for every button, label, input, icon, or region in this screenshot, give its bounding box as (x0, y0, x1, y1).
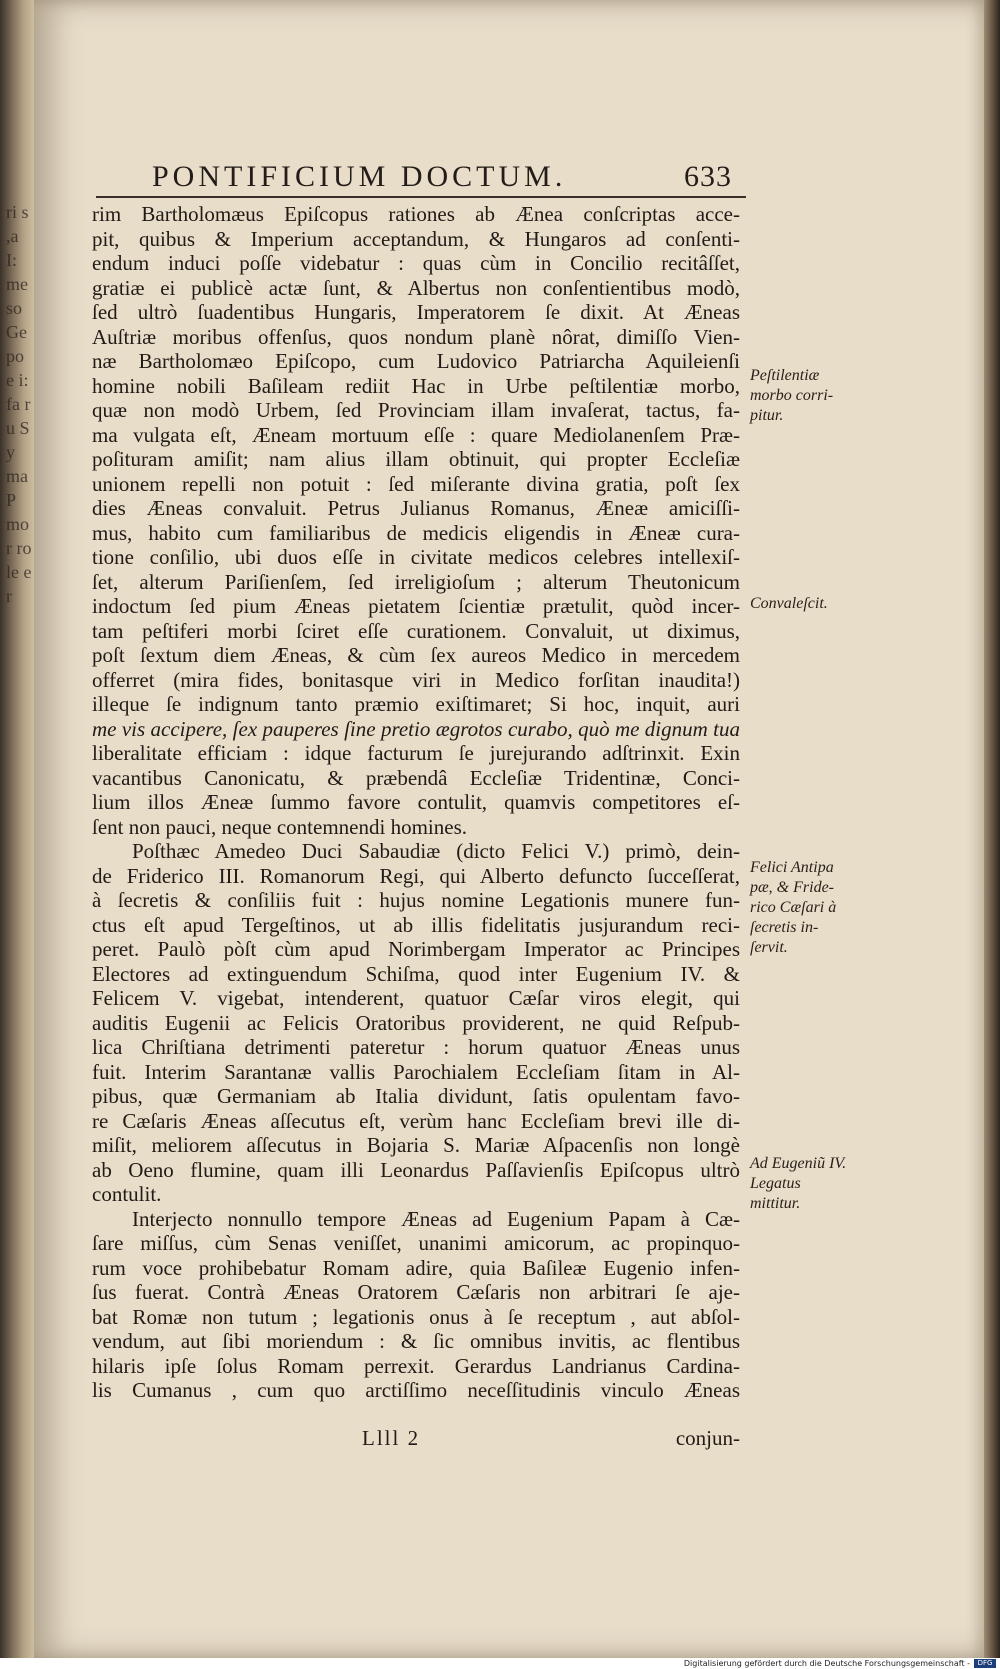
text-line: ma vulgata eſt, Æneam mortuum eſſe : quare Mediolanenſem Præ- (92, 422, 740, 447)
text-line: endum induci poſſe videbatur : quas cùm in Concilio recitâſſet, (92, 251, 740, 275)
paragraph-start: Poſthæc Amedeo Duci Sabaudiæ (dicto Felici V.) primò, dein- (132, 839, 740, 863)
facing-page-fragments: ri s ,a I: me so Ge po e i: fa ru Sy ma P mo r ro le e r (6, 202, 32, 606)
text-line: hilaris ipſe ſolus Romam perrexit. Gerardus Landrianus Cardina- (92, 1353, 740, 1378)
text-line: contulit. (92, 1182, 162, 1206)
text-line: lium illos Æneæ ſummo favore contulit, quamvis competitores eſ- (92, 790, 740, 814)
margin-note-secretary: Felici Antipa pæ, & Fride-rico Cæſari à ſecretis in-ſervit. (750, 859, 837, 956)
text-line: vacantibus Canonicatu, & præbendâ Eccleſiæ Tridentinæ, Conci- (92, 765, 740, 790)
margin-note-legate: Ad Eugeniũ IV. Legatus mittitur. (750, 1155, 847, 1212)
text-line: illeque ſe indignum tanto præmio exiſtimaret; Si hoc, inquit, auri (92, 692, 740, 716)
text-line: mus, habito cum familiaribus de medicis eligendis in Æneæ cura- (92, 520, 740, 545)
text-line: lica Chriſtiana detrimenti pateretur : horum quatuor Æneas unus (92, 1035, 740, 1059)
running-head (152, 156, 732, 196)
text-line: poſt ſextum diem Æneas, & cùm ſex aureos Medico in mercedem (92, 643, 740, 667)
text-line: Felicem V. vigebat, intenderent, quatuor Cæſar viros elegit, qui (92, 986, 740, 1010)
text-line: pibus, quæ Germaniam ab Italia dividunt, ſatis opulentam favo- (92, 1084, 740, 1108)
dfg-logo: DFG (974, 1659, 996, 1668)
text-line: auditis Eugenii ac Felicis Oratoribus providerent, ne quid Reſpub- (92, 1010, 740, 1035)
text-line: re Cæſaris Æneas aſſecutus eſt, verùm hanc Eccleſiam brevi ille di- (92, 1108, 740, 1133)
text-line: offerret (mira fides, bonitasque viri in Medico forſitan inaudita!) (92, 667, 740, 692)
header-rule (96, 196, 746, 198)
text-line: unionem repelli non potuit : ſed miſerante divina gratia, poſt ſex (92, 471, 740, 496)
text-line: Electores ad extinguendum Schiſma, quod inter Eugenium IV. & (92, 961, 740, 986)
digitization-footer (0, 1658, 1000, 1669)
text-line: tione conſilio, ubi duos eſſe in civitate medicos celebres intellexiſ- (92, 545, 740, 569)
text-line: peret. Paulò pòſt cùm apud Norimbergam Imperator ac Principes (92, 937, 740, 961)
text-line: ſus fuerat. Contrà Æneas Oratorem Cæſaris non arbitrari ſe aje- (92, 1280, 740, 1304)
running-title: PONTIFICIUM DOCTUM. (152, 160, 567, 193)
facing-page-edge (0, 0, 34, 1658)
text-line: vendum, aut ſibi moriendum : & ſic omnibus invitis, ac flentibus (92, 1329, 740, 1353)
signature-mark: Llll 2 (362, 1426, 421, 1450)
text-line: à ſecretis & conſiliis fuit : hujus nomine Legationis munere fun- (92, 888, 740, 912)
text-line: indoctum ſed pium Æneas pietatem ſcientiæ prætulit, quòd incer- (92, 594, 740, 618)
text-line: pit, quibus & Imperium acceptandum, & Hungaros ad conſenti- (92, 226, 740, 251)
text-line: rim Bartholomæus Epiſcopus rationes ab Ænea conſcriptas acce- (92, 202, 740, 226)
signature-line (92, 1426, 740, 1454)
main-text-block (92, 202, 740, 1403)
text-line: miſit, meliorem aſſecutus in Bojaria S. Mariæ Aſpacenſis non longè (92, 1133, 740, 1157)
text-line: ſet, alterum Pariſienſem, ſed irreligioſum ; alterum Theutonicum (92, 569, 740, 594)
text-line: ſent non pauci, neque contemnendi homines. (92, 814, 467, 839)
text-line: ab Oeno flumine, quam illi Leonardus Paſſavienſis Epiſcopus ultrò (92, 1157, 740, 1182)
paragraph-start: Interjecto nonnullo tempore Æneas ad Eugenium Papam à Cæ- (132, 1206, 740, 1231)
text-line: liberalitate efficiam : idque facturum ſe jurejurando adſtrinxit. Exin (92, 741, 740, 765)
page-number: 633 (684, 160, 732, 193)
text-line: tam peſtiferi morbi ſciret eſſe curationem. Convaluit, ut diximus, (92, 618, 740, 643)
margin-note-pestilence: Peſtilentiæ morbo corri-pitur. (750, 367, 834, 424)
text-line: gratiæ ei publicè actæ ſunt, & Albertus non conſentientibus modò, (92, 275, 740, 300)
text-line: Auſtriæ moribus offenſus, quos nondum planè nôrat, dimiſſo Vien- (92, 324, 740, 349)
text-line: poſituram amiſit; nam alius illam obtinuit, qui propter Eccleſiæ (92, 447, 740, 471)
text-line: ctus eſt apud Tergeſtinos, ut ab illis fidelitatis jusjurandum reci- (92, 912, 740, 937)
text-line: ſare miſſus, cùm Senas veniſſet, unanimi amicorum, ac propinquo- (92, 1231, 740, 1255)
text-line: lis Cumanus , cum quo arctiſſimo neceſſitudinis vinculo Æneas (92, 1378, 740, 1402)
margin-note-recovery: Convaleſcit. (750, 595, 828, 612)
text-line: de Friderico III. Romanorum Regi, qui Alberto defuncto ſucceſſerat, (92, 863, 740, 888)
text-line: homine nobili Baſileam rediit Hac in Urbe peſtilentiæ morbo, (92, 373, 740, 398)
text-line: næ Bartholomæo Epiſcopo, cum Ludovico Patriarcha Aquileienſi (92, 349, 740, 373)
text-line: ſed ultrò ſuadentibus Hungaris, Imperatorem ſe dixit. At Æneas (92, 300, 740, 324)
text-line: bat Romæ non tutum ; legationis onus à ſe receptum , aut abſol- (92, 1304, 740, 1329)
text-line: quæ non modò Urbem, ſed Provinciam illam invaſerat, tactus, fa- (92, 398, 740, 422)
page-edge-right (984, 0, 1000, 1658)
catchword: conjun- (675, 1426, 740, 1450)
text-line: rum voce prohibebatur Romam adire, quia Baſileæ Eugenio infen- (92, 1255, 740, 1280)
text-line-italic: me vis accipere, ſex pauperes ſine pretio ægrotos curabo, quò me dignum tua (92, 716, 740, 741)
text-line: fuit. Interim Sarantanæ vallis Parochialem Eccleſiam ſitam in Al- (92, 1059, 740, 1084)
funding-credit: Digitalisierung gefördert durch die Deutsche Forschungsgemeinschaft - (683, 1659, 970, 1668)
text-line: dies Æneas convaluit. Petrus Julianus Romanus, Æneæ amiciſſi- (92, 496, 740, 520)
